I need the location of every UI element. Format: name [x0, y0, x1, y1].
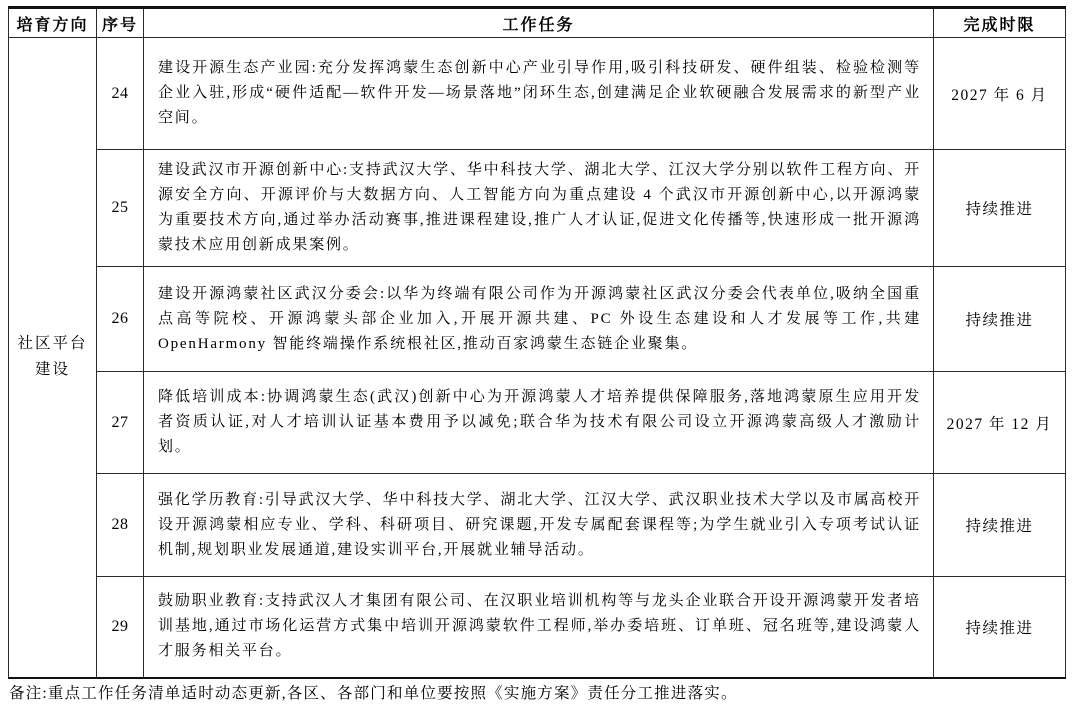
table-row [9, 150, 1066, 267]
row-number: 25 [97, 150, 144, 267]
task-text: 降低培训成本:协调鸿蒙生态(武汉)创新中心为开源鸿蒙人才培养提供保障服务,落地鸿蒙原生应用开发者资质认证,对人才培训认证基本费用予以减免;联合华为技术有限公司设立开源鸿蒙高级人才激励计划。 [144, 372, 934, 474]
task-text: 建设武汉市开源创新中心:支持武汉大学、华中科技大学、湖北大学、江汉大学分别以软件工程方向、开源安全方向、开源评价与大数据方向、人工智能方向为重点建设 4 个武汉市开源创新中心,以开源鸿蒙为重要技术方向,通过举办活动赛事,推进课程建设,推广人才认证,促进文化传播等,快速形成一批开源鸿蒙技术应用创新成果案例。 [144, 150, 934, 267]
table-row [9, 38, 1066, 150]
table-row [9, 577, 1066, 678]
footnote: 备注:重点工作任务清单适时动态更新,各区、各部门和单位要按照《实施方案》责任分工推进落实。 [9, 684, 738, 702]
table-row [9, 267, 1066, 372]
row-number: 29 [97, 577, 144, 678]
task-text: 鼓励职业教育:支持武汉人才集团有限公司、在汉职业培训机构等与龙头企业联合开设开源鸿蒙开发者培训基地,通过市场化运营方式集中培训开源鸿蒙软件工程师,举办委培班、订单班、冠名班等,建设鸿蒙人才服务相关平台。 [144, 577, 934, 678]
col-header-task: 工作任务 [144, 8, 934, 38]
task-text: 建设开源鸿蒙社区武汉分委会:以华为终端有限公司作为开源鸿蒙社区武汉分委会代表单位,吸纳全国重点高等院校、开源鸿蒙头部企业加入,开展开源共建、PC 外设生态建设和人才发展等工作,共建 OpenHarmony 智能终端操作系统根社区,推动百家鸿蒙生态链企业聚集。 [144, 267, 934, 372]
col-header-number: 序号 [97, 8, 144, 38]
row-number: 26 [97, 267, 144, 372]
deadline-text: 持续推进 [934, 474, 1066, 577]
deadline-text: 持续推进 [934, 577, 1066, 678]
col-header-deadline: 完成时限 [934, 8, 1066, 38]
row-number: 24 [97, 38, 144, 150]
table-header-row [9, 8, 1066, 38]
direction-line-2: 建设 [34, 361, 70, 379]
row-number: 27 [97, 372, 144, 474]
direction-line-1: 社区平台 [17, 335, 88, 353]
row-number: 28 [97, 474, 144, 577]
task-text: 强化学历教育:引导武汉大学、华中科技大学、湖北大学、江汉大学、武汉职业技术大学以及市属高校开设开源鸿蒙相应专业、学科、科研项目、研究课题,开发专属配套课程等;为学生就业引入专项考试认证机制,规划职业发展通道,建设实训平台,开展就业辅导活动。 [144, 474, 934, 577]
table-row [9, 372, 1066, 474]
deadline-text: 2027 年 12 月 [934, 372, 1066, 474]
task-text: 建设开源生态产业园:充分发挥鸿蒙生态创新中心产业引导作用,吸引科技研发、硬件组装、检验检测等企业入驻,形成“硬件适配—软件开发—场景落地”闭环生态,创建满足企业软硬融合发展需求的新型产业空间。 [144, 38, 934, 150]
deadline-text: 持续推进 [934, 267, 1066, 372]
col-header-direction: 培育方向 [9, 8, 97, 38]
work-task-table [8, 6, 1066, 679]
table-row [9, 474, 1066, 577]
deadline-text: 2027 年 6 月 [934, 38, 1066, 150]
direction-cell [9, 38, 97, 678]
deadline-text: 持续推进 [934, 150, 1066, 267]
